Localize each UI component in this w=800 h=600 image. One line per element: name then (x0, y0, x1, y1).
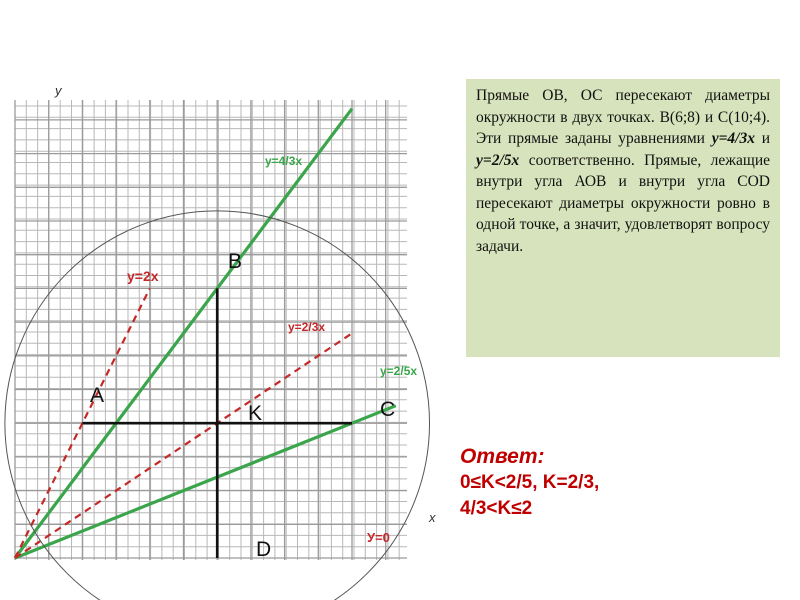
point-label-d: D (256, 538, 272, 561)
line-2-3-label: y=2/3x (288, 320, 326, 334)
y-axis-label: y (55, 83, 62, 98)
answer-line-1: 0≤K<2/5, K=2/3, (460, 472, 600, 493)
y-zero-label: У=0 (367, 530, 390, 545)
explanation-text: Прямые ОВ, ОС пересекают диаметры окружности в двух точках. В(6;8) и С(10;4). Эти прямые заданы уравнениями у=4/3х и у=2/5х соответственно. Прямые, лежащие внутри угла АОВ и внутри угла COD пересекают диаметры окружности ровно в одной точке, а значит, удовлетворят вопросу задачи. (476, 87, 770, 255)
point-label-k: K (248, 402, 263, 425)
answer-title: Ответ: (460, 445, 545, 468)
answer-line-2: 4/3<K≤2 (460, 498, 533, 519)
explanation-box (466, 79, 780, 357)
point-label-a: A (90, 384, 105, 407)
line-4-3-label: y=4/3x (265, 154, 303, 168)
point-label-c: C (380, 398, 396, 421)
equation-2-5: у=2/5х (476, 151, 520, 169)
line-2-label: y=2x (127, 268, 159, 284)
answer-block (460, 444, 780, 522)
line-2-5-label: y=2/5x (380, 364, 418, 378)
equation-4-3: у=4/3х (711, 130, 755, 147)
point-label-b: B (228, 250, 243, 273)
grid (15, 100, 407, 560)
x-axis-label: x (429, 510, 436, 525)
